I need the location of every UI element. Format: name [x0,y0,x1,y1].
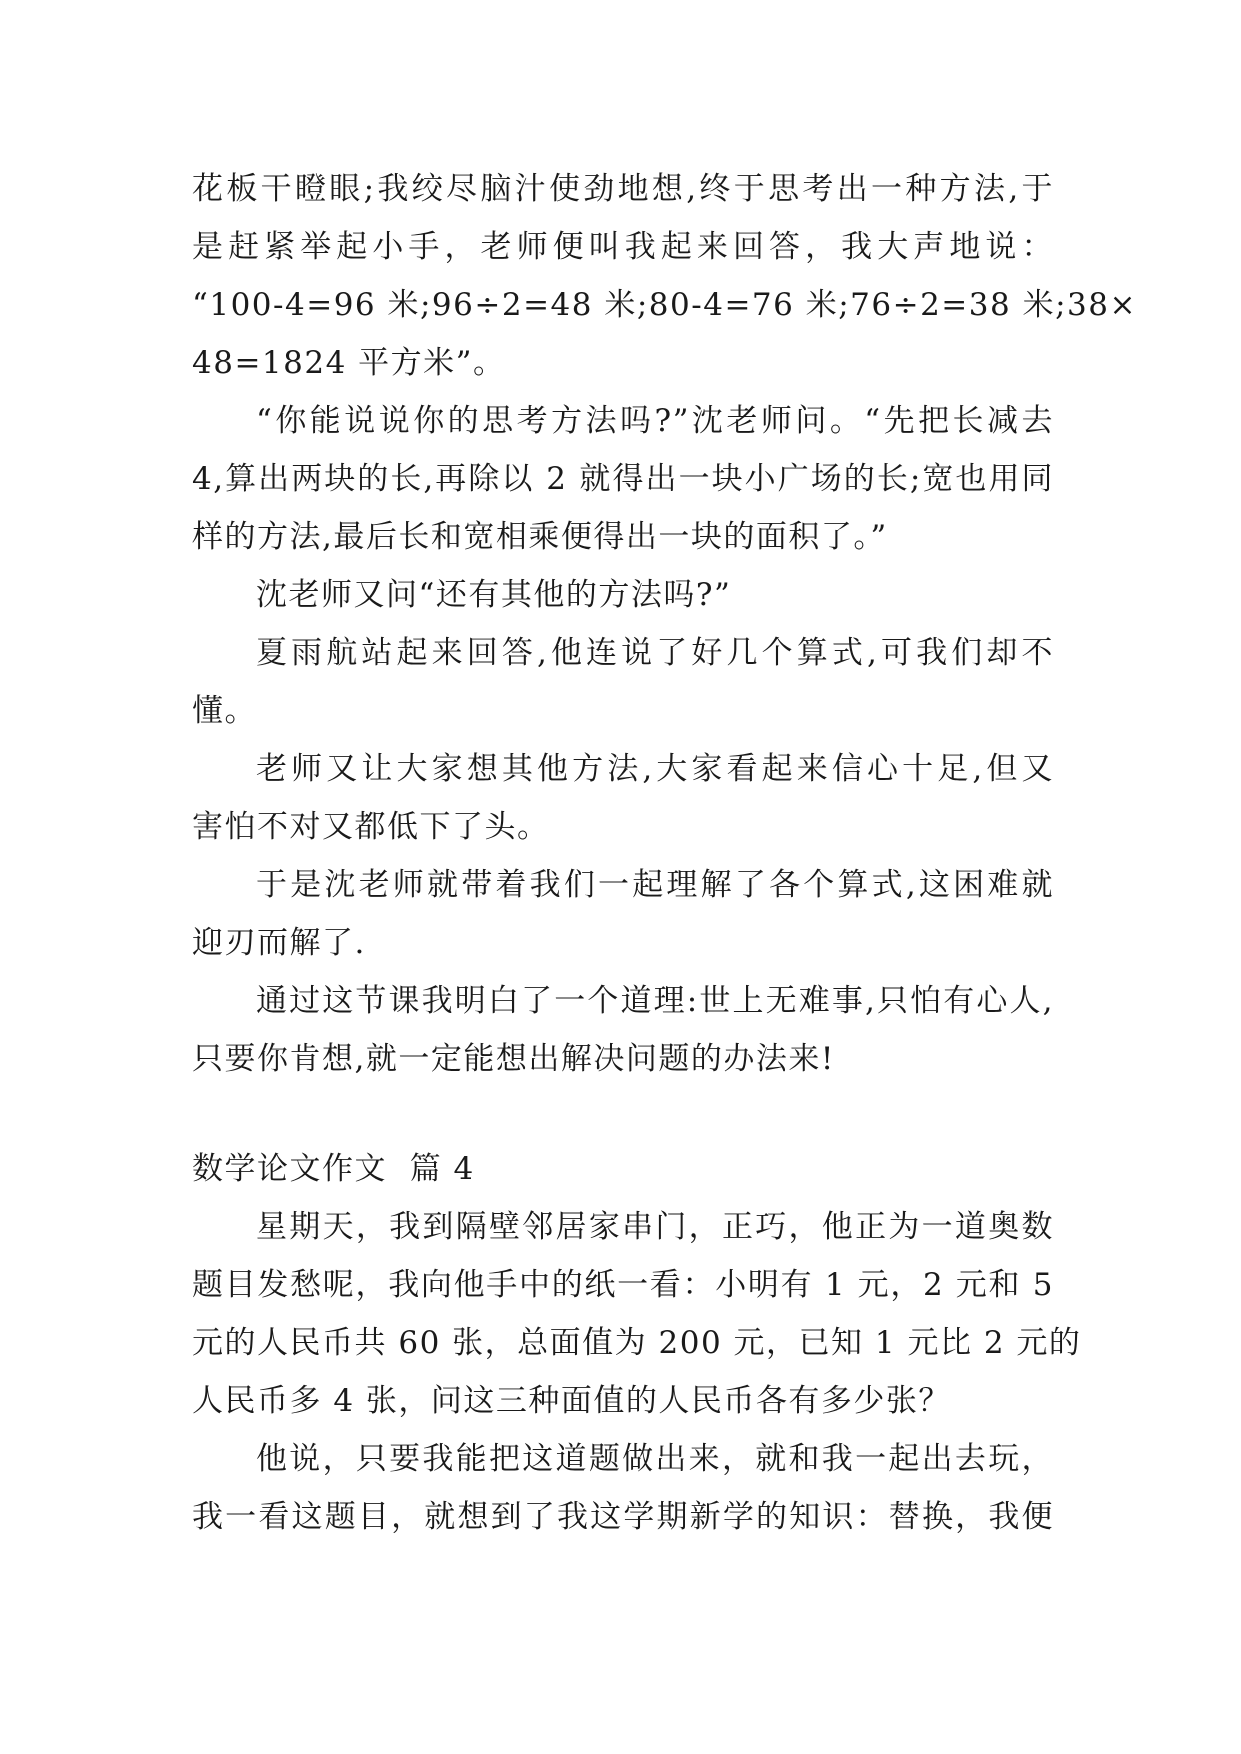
text-line: “你能说说你的思考方法吗?”沈老师问。“先把长减去 [256,403,1054,439]
section-gap [192,1088,1054,1140]
text-line: 他说，只要我能把这道题做出来，就和我一起出去玩， [256,1441,1054,1477]
text-line: 元的人民币共 60 张，总面值为 200 元，已知 1 元比 2 元的 [192,1325,1082,1361]
text-line: 星期天，我到隔壁邻居家串门，正巧，他正为一道奥数 [256,1209,1054,1245]
paragraph [192,856,1054,972]
paragraph [192,1430,1054,1546]
text-line: 样的方法,最后长和宽相乘便得出一块的面积了。” [192,519,888,555]
paragraph [192,566,1054,624]
paragraph [192,160,1137,392]
text-line: 我一看这题目，就想到了我这学期新学的知识：替换，我便 [192,1499,1054,1535]
text-line: 迎刃而解了. [192,925,366,961]
text-line: 花板干瞪眼;我绞尽脑汁使劲地想,终于思考出一种方法,于 [192,171,1054,207]
text-line: 48=1824 平方米”。 [192,345,506,381]
text-line: 通过这节课我明白了一个道理:世上无难事,只怕有心人, [256,983,1054,1019]
text-line: “100-4=96 米;96÷2=48 米;80-4=76 米;76÷2=38 米;38× [192,287,1137,323]
text-line: 人民币多 4 张，问这三种面值的人民币各有多少张？ [192,1383,951,1419]
text-line: 害怕不对又都低下了头。 [192,809,550,845]
text-line: 只要你肯想,就一定能想出解决问题的办法来! [192,1041,835,1077]
text-line: 老师又让大家想其他方法,大家看起来信心十足,但又 [256,751,1054,787]
section-heading: 数学论文作文 篇 4 [192,1151,475,1187]
text-line: 4,算出两块的长,再除以 2 就得出一块小广场的长;宽也用同 [192,461,1054,497]
paragraph [192,624,1054,740]
text-line: 沈老师又问“还有其他的方法吗?” [256,577,732,613]
text-line: 题目发愁呢，我向他手中的纸一看：小明有 1 元，2 元和 5 [192,1267,1054,1303]
paragraph [192,392,1054,566]
paragraph [192,972,1054,1088]
text-line: 夏雨航站起来回答,他连说了好几个算式,可我们却不 [256,635,1054,671]
text-line: 懂。 [192,693,257,729]
document-page [192,160,1137,1546]
text-line: 是赶紧举起小手，老师便叫我起来回答，我大声地说： [192,229,1054,265]
paragraph [192,1198,1082,1430]
paragraph [192,740,1054,856]
text-line: 于是沈老师就带着我们一起理解了各个算式,这困难就 [256,867,1054,903]
